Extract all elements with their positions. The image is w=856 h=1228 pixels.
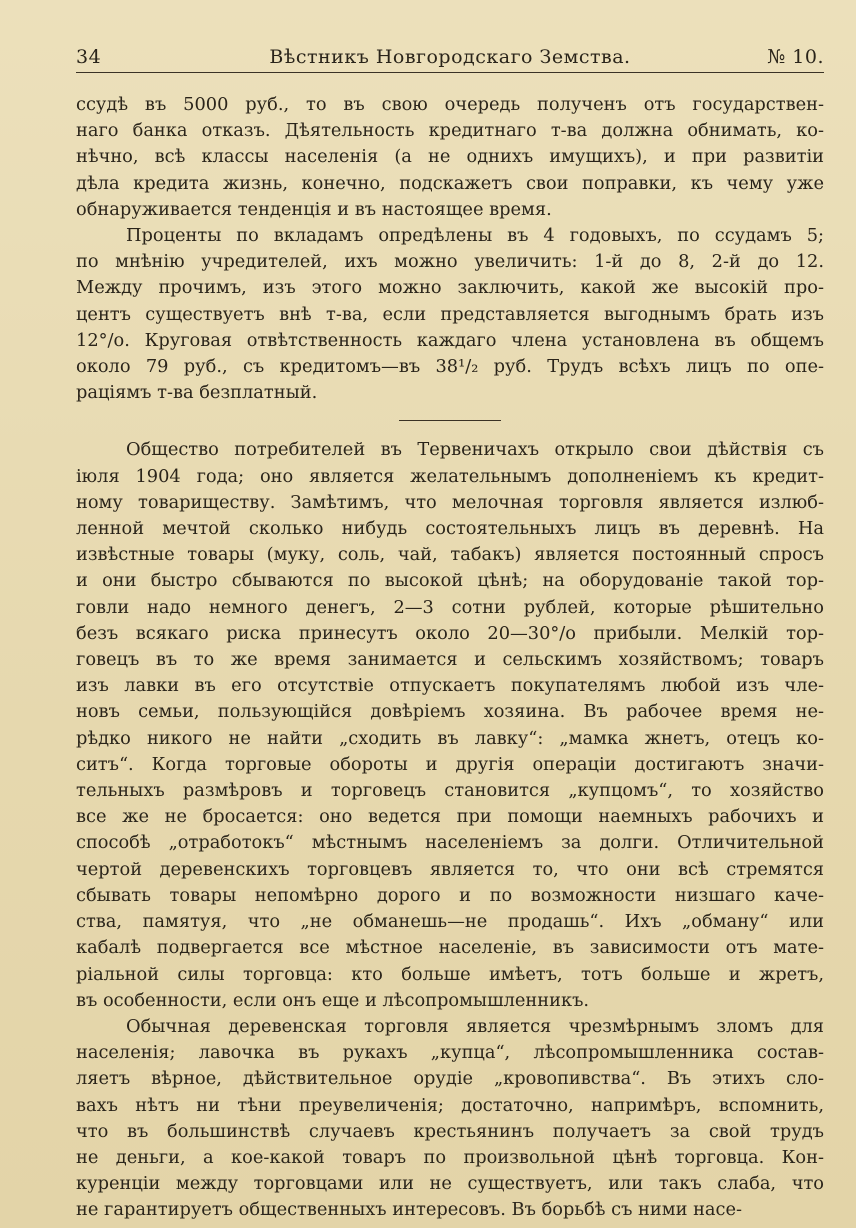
paragraph [76,1014,824,1224]
text-line: извѣстные товары (муку, соль, чай, табакъ) является постоянный спросъ [76,544,824,566]
running-header [76,44,824,74]
text-line: Общество потребителей въ Тервеничахъ открыло свои дѣйствія съ [126,439,824,461]
text-line: не деньги, а кое-какой товаръ по произвольной цѣнѣ торговца. Кон- [76,1146,824,1168]
text-line: ному товариществу. Замѣтимъ, что мелочная торговля является излюб- [76,491,824,513]
text-line: сбывать товары непомѣрно дорого и по возможности низшаго каче- [76,884,824,906]
text-line: въ особенности, если онъ еще и лѣсопромышленникъ. [76,989,590,1011]
text-line: безъ всякаго риска принесутъ около 20—30°/о прибыли. Мелкій тор- [76,622,824,644]
journal-title: Вѣстникъ Новгородскаго Земства. [269,46,631,68]
text-line: чертой деревенскихъ торговцевъ является то, что они всѣ стремятся [76,858,824,880]
text-line: говецъ въ то же время занимается и сельскимъ хозяйствомъ; товаръ [76,649,824,671]
text-line: ства, памятуя, что „не обманешь—не продашь“. Ихъ „обману“ или [76,911,824,933]
text-line: куренціи между торговцами или не существуетъ, или такъ слаба, что [76,1173,824,1195]
article-body [76,92,824,1224]
text-line: и они быстро сбываются по высокой цѣнѣ; на оборудованіе такой тор- [76,570,824,592]
paragraph [76,92,824,223]
text-line: рѣдко никого не найти „сходить въ лавку“: „мамка жнетъ, отецъ ко- [76,727,824,749]
text-line: центъ существуетъ внѣ т-ва, если представляется выгоднымъ брать изъ [76,303,824,325]
text-line: что въ большинствѣ случаевъ крестьянинъ получаетъ за свой трудъ [76,1120,824,1142]
text-line: около 79 руб., съ кредитомъ—въ 38¹/₂ руб. Трудъ всѣхъ лицъ по опе- [76,356,824,378]
text-line: ссудѣ въ 5000 руб., то въ свою очередь полученъ отъ государствен- [76,94,824,115]
text-line: все же не бросается: оно ведется при помощи наемныхъ рабочихъ и [76,806,824,828]
text-line: наго банка отказъ. Дѣятельность кредитнаго т-ва должна обнимать, ко- [76,120,824,142]
header-rule [76,72,824,73]
text-line: населенія; лавочка въ рукахъ „купца“, лѣсопромышленника состав- [76,1042,824,1064]
text-line: кабалѣ подвергается все мѣстное населеніе, въ зависимости отъ мате- [76,937,824,959]
text-line: ріальной силы торговца: кто больше имѣетъ, тотъ больше и жретъ, [76,963,824,985]
text-line: раціямъ т-ва безплатный. [76,382,318,404]
text-line: способѣ „отработокъ“ мѣстнымъ населеніемъ за долги. Отличительной [76,832,824,854]
text-line: ленной мечтой сколько нибудь состоятельныхъ лицъ въ деревнѣ. На [76,518,824,540]
text-line: новъ семьи, пользующійся довѣріемъ хозяина. Въ рабочее время не- [76,701,824,723]
text-line: обнаруживается тенденція и въ настоящее время. [76,198,552,220]
text-line: Проценты по вкладамъ опредѣлены въ 4 годовыхъ, по ссудамъ 5; [126,225,824,247]
paragraph [76,223,824,406]
text-line: изъ лавки въ его отсутствіе отпускаетъ покупателямъ любой изъ чле- [76,675,824,697]
text-line: говли надо немного денегъ, 2—3 сотни рублей, которые рѣшительно [76,596,824,618]
text-line: тельныхъ размѣровъ и торговецъ становится „купцомъ“, то хозяйство [76,780,824,802]
text-line: по мнѣнію учредителей, ихъ можно увеличить: 1-й до 8, 2-й до 12. [76,251,824,273]
text-line: іюля 1904 года; оно является желательнымъ дополненіемъ къ кредит- [76,465,824,487]
text-line: ситъ“. Когда торговые обороты и другія операціи достигаютъ значи- [76,753,824,775]
text-line: не гарантируетъ общественныхъ интересовъ. Въ борьбѣ съ ними насе- [76,1199,743,1221]
text-line: 12°/о. Круговая отвѣтственность каждаго члена установлена въ общемъ [76,329,824,351]
text-line: вахъ нѣтъ ни тѣни преувеличенія; достаточно, напримѣръ, вспомнить, [76,1094,824,1116]
text-line: Обычная деревенская торговля является чрезмѣрнымъ зломъ для [126,1015,824,1037]
text-line: Между прочимъ, изъ этого можно заключить, какой же высокій про- [76,277,824,299]
text-line: ляетъ вѣрное, дѣйствительное орудіе „кровопивства“. Въ этихъ сло- [76,1068,824,1090]
text-line: нѣчно, всѣ классы населенія (а не однихъ имущихъ), и при развитіи [76,146,824,168]
paragraph [76,437,824,1013]
section-separator [399,420,501,421]
issue-number: № 10. [767,46,824,68]
text-line: дѣла кредита жизнь, конечно, подскажетъ свои поправки, къ чему уже [76,172,824,194]
page-number: 34 [76,46,102,68]
